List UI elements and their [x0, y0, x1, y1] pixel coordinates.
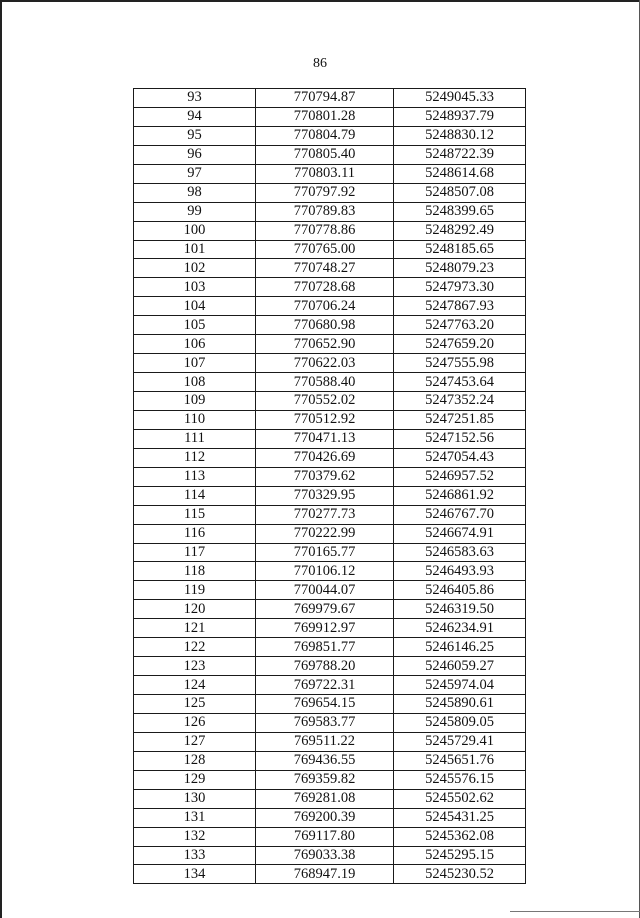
table-row [134, 392, 526, 411]
scan-edge-left [0, 0, 2, 918]
y-coordinate-cell: 5245362.08 [394, 827, 526, 846]
point-number-cell: 122 [134, 638, 256, 657]
x-coordinate-cell: 770804.79 [256, 126, 394, 145]
y-coordinate-cell: 5246405.86 [394, 581, 526, 600]
x-coordinate-cell: 770471.13 [256, 429, 394, 448]
point-number-cell: 118 [134, 562, 256, 581]
x-coordinate-cell: 770044.07 [256, 581, 394, 600]
point-number-cell: 121 [134, 619, 256, 638]
table-row [134, 770, 526, 789]
table-row [134, 543, 526, 562]
table-row [134, 827, 526, 846]
x-coordinate-cell: 770680.98 [256, 316, 394, 335]
y-coordinate-cell: 5245651.76 [394, 751, 526, 770]
y-coordinate-cell: 5246493.93 [394, 562, 526, 581]
table-row [134, 732, 526, 751]
x-coordinate-cell: 770379.62 [256, 467, 394, 486]
table-row [134, 657, 526, 676]
y-coordinate-cell: 5248830.12 [394, 126, 526, 145]
y-coordinate-cell: 5248614.68 [394, 164, 526, 183]
coordinates-table-body [134, 89, 526, 884]
y-coordinate-cell: 5246234.91 [394, 619, 526, 638]
scan-edge-bottom [510, 911, 640, 912]
x-coordinate-cell: 770106.12 [256, 562, 394, 581]
y-coordinate-cell: 5246674.91 [394, 524, 526, 543]
table-row [134, 335, 526, 354]
table-row [134, 562, 526, 581]
y-coordinate-cell: 5247659.20 [394, 335, 526, 354]
y-coordinate-cell: 5247555.98 [394, 354, 526, 373]
table-row [134, 259, 526, 278]
y-coordinate-cell: 5245809.05 [394, 713, 526, 732]
point-number-cell: 108 [134, 373, 256, 392]
x-coordinate-cell: 770426.69 [256, 448, 394, 467]
point-number-cell: 134 [134, 865, 256, 884]
point-number-cell: 123 [134, 657, 256, 676]
table-row [134, 600, 526, 619]
x-coordinate-cell: 770803.11 [256, 164, 394, 183]
point-number-cell: 106 [134, 335, 256, 354]
table-row [134, 164, 526, 183]
point-number-cell: 98 [134, 183, 256, 202]
y-coordinate-cell: 5247054.43 [394, 448, 526, 467]
y-coordinate-cell: 5247763.20 [394, 316, 526, 335]
table-row [134, 278, 526, 297]
y-coordinate-cell: 5248937.79 [394, 107, 526, 126]
table-row [134, 581, 526, 600]
point-number-cell: 110 [134, 410, 256, 429]
x-coordinate-cell: 769281.08 [256, 789, 394, 808]
y-coordinate-cell: 5247152.56 [394, 429, 526, 448]
point-number-cell: 107 [134, 354, 256, 373]
table-row [134, 107, 526, 126]
y-coordinate-cell: 5245431.25 [394, 808, 526, 827]
point-number-cell: 113 [134, 467, 256, 486]
point-number-cell: 127 [134, 732, 256, 751]
table-row [134, 695, 526, 714]
x-coordinate-cell: 769117.80 [256, 827, 394, 846]
y-coordinate-cell: 5247453.64 [394, 373, 526, 392]
y-coordinate-cell: 5245295.15 [394, 846, 526, 865]
x-coordinate-cell: 770789.83 [256, 202, 394, 221]
point-number-cell: 119 [134, 581, 256, 600]
y-coordinate-cell: 5246146.25 [394, 638, 526, 657]
x-coordinate-cell: 769583.77 [256, 713, 394, 732]
x-coordinate-cell: 769033.38 [256, 846, 394, 865]
table-row [134, 713, 526, 732]
y-coordinate-cell: 5245576.15 [394, 770, 526, 789]
x-coordinate-cell: 770706.24 [256, 297, 394, 316]
table-row [134, 486, 526, 505]
x-coordinate-cell: 768947.19 [256, 865, 394, 884]
point-number-cell: 117 [134, 543, 256, 562]
point-number-cell: 100 [134, 221, 256, 240]
point-number-cell: 102 [134, 259, 256, 278]
y-coordinate-cell: 5245890.61 [394, 695, 526, 714]
x-coordinate-cell: 770588.40 [256, 373, 394, 392]
table-row [134, 89, 526, 108]
y-coordinate-cell: 5245502.62 [394, 789, 526, 808]
y-coordinate-cell: 5246861.92 [394, 486, 526, 505]
point-number-cell: 126 [134, 713, 256, 732]
y-coordinate-cell: 5248507.08 [394, 183, 526, 202]
table-row [134, 221, 526, 240]
x-coordinate-cell: 770622.03 [256, 354, 394, 373]
point-number-cell: 116 [134, 524, 256, 543]
y-coordinate-cell: 5246957.52 [394, 467, 526, 486]
point-number-cell: 125 [134, 695, 256, 714]
page-number: 86 [313, 56, 327, 71]
y-coordinate-cell: 5248185.65 [394, 240, 526, 259]
table-row [134, 354, 526, 373]
coordinates-table [133, 88, 526, 884]
point-number-cell: 101 [134, 240, 256, 259]
table-row [134, 638, 526, 657]
y-coordinate-cell: 5245230.52 [394, 865, 526, 884]
point-number-cell: 131 [134, 808, 256, 827]
point-number-cell: 97 [134, 164, 256, 183]
x-coordinate-cell: 770794.87 [256, 89, 394, 108]
point-number-cell: 128 [134, 751, 256, 770]
x-coordinate-cell: 770512.92 [256, 410, 394, 429]
x-coordinate-cell: 769851.77 [256, 638, 394, 657]
point-number-cell: 109 [134, 392, 256, 411]
y-coordinate-cell: 5245729.41 [394, 732, 526, 751]
table-row [134, 808, 526, 827]
x-coordinate-cell: 769654.15 [256, 695, 394, 714]
y-coordinate-cell: 5248722.39 [394, 145, 526, 164]
x-coordinate-cell: 770728.68 [256, 278, 394, 297]
y-coordinate-cell: 5247867.93 [394, 297, 526, 316]
x-coordinate-cell: 770797.92 [256, 183, 394, 202]
y-coordinate-cell: 5248292.49 [394, 221, 526, 240]
y-coordinate-cell: 5245974.04 [394, 676, 526, 695]
x-coordinate-cell: 769722.31 [256, 676, 394, 695]
x-coordinate-cell: 769359.82 [256, 770, 394, 789]
table-row [134, 865, 526, 884]
point-number-cell: 96 [134, 145, 256, 164]
x-coordinate-cell: 769200.39 [256, 808, 394, 827]
table-row [134, 619, 526, 638]
point-number-cell: 105 [134, 316, 256, 335]
table-row [134, 751, 526, 770]
y-coordinate-cell: 5246059.27 [394, 657, 526, 676]
point-number-cell: 114 [134, 486, 256, 505]
x-coordinate-cell: 769511.22 [256, 732, 394, 751]
point-number-cell: 124 [134, 676, 256, 695]
table-row [134, 145, 526, 164]
x-coordinate-cell: 769912.97 [256, 619, 394, 638]
point-number-cell: 132 [134, 827, 256, 846]
x-coordinate-cell: 770652.90 [256, 335, 394, 354]
y-coordinate-cell: 5248079.23 [394, 259, 526, 278]
y-coordinate-cell: 5248399.65 [394, 202, 526, 221]
table-row [134, 410, 526, 429]
y-coordinate-cell: 5247973.30 [394, 278, 526, 297]
y-coordinate-cell: 5249045.33 [394, 89, 526, 108]
y-coordinate-cell: 5246583.63 [394, 543, 526, 562]
table-row [134, 505, 526, 524]
point-number-cell: 112 [134, 448, 256, 467]
x-coordinate-cell: 770165.77 [256, 543, 394, 562]
point-number-cell: 111 [134, 429, 256, 448]
table-row [134, 467, 526, 486]
x-coordinate-cell: 770778.86 [256, 221, 394, 240]
table-row [134, 240, 526, 259]
y-coordinate-cell: 5246767.70 [394, 505, 526, 524]
x-coordinate-cell: 770329.95 [256, 486, 394, 505]
x-coordinate-cell: 770765.00 [256, 240, 394, 259]
y-coordinate-cell: 5246319.50 [394, 600, 526, 619]
point-number-cell: 104 [134, 297, 256, 316]
point-number-cell: 103 [134, 278, 256, 297]
x-coordinate-cell: 770552.02 [256, 392, 394, 411]
point-number-cell: 93 [134, 89, 256, 108]
x-coordinate-cell: 770222.99 [256, 524, 394, 543]
scan-edge-top [0, 0, 640, 2]
x-coordinate-cell: 769979.67 [256, 600, 394, 619]
table-row [134, 183, 526, 202]
table-row [134, 202, 526, 221]
point-number-cell: 94 [134, 107, 256, 126]
point-number-cell: 99 [134, 202, 256, 221]
table-row [134, 676, 526, 695]
y-coordinate-cell: 5247251.85 [394, 410, 526, 429]
table-row [134, 524, 526, 543]
x-coordinate-cell: 770805.40 [256, 145, 394, 164]
table-row [134, 429, 526, 448]
table-row [134, 789, 526, 808]
y-coordinate-cell: 5247352.24 [394, 392, 526, 411]
point-number-cell: 129 [134, 770, 256, 789]
x-coordinate-cell: 769436.55 [256, 751, 394, 770]
point-number-cell: 130 [134, 789, 256, 808]
table-row [134, 846, 526, 865]
point-number-cell: 133 [134, 846, 256, 865]
table-row [134, 373, 526, 392]
x-coordinate-cell: 770277.73 [256, 505, 394, 524]
point-number-cell: 120 [134, 600, 256, 619]
table-row [134, 316, 526, 335]
x-coordinate-cell: 770801.28 [256, 107, 394, 126]
x-coordinate-cell: 770748.27 [256, 259, 394, 278]
x-coordinate-cell: 769788.20 [256, 657, 394, 676]
point-number-cell: 95 [134, 126, 256, 145]
point-number-cell: 115 [134, 505, 256, 524]
table-row [134, 126, 526, 145]
table-row [134, 448, 526, 467]
table-row [134, 297, 526, 316]
